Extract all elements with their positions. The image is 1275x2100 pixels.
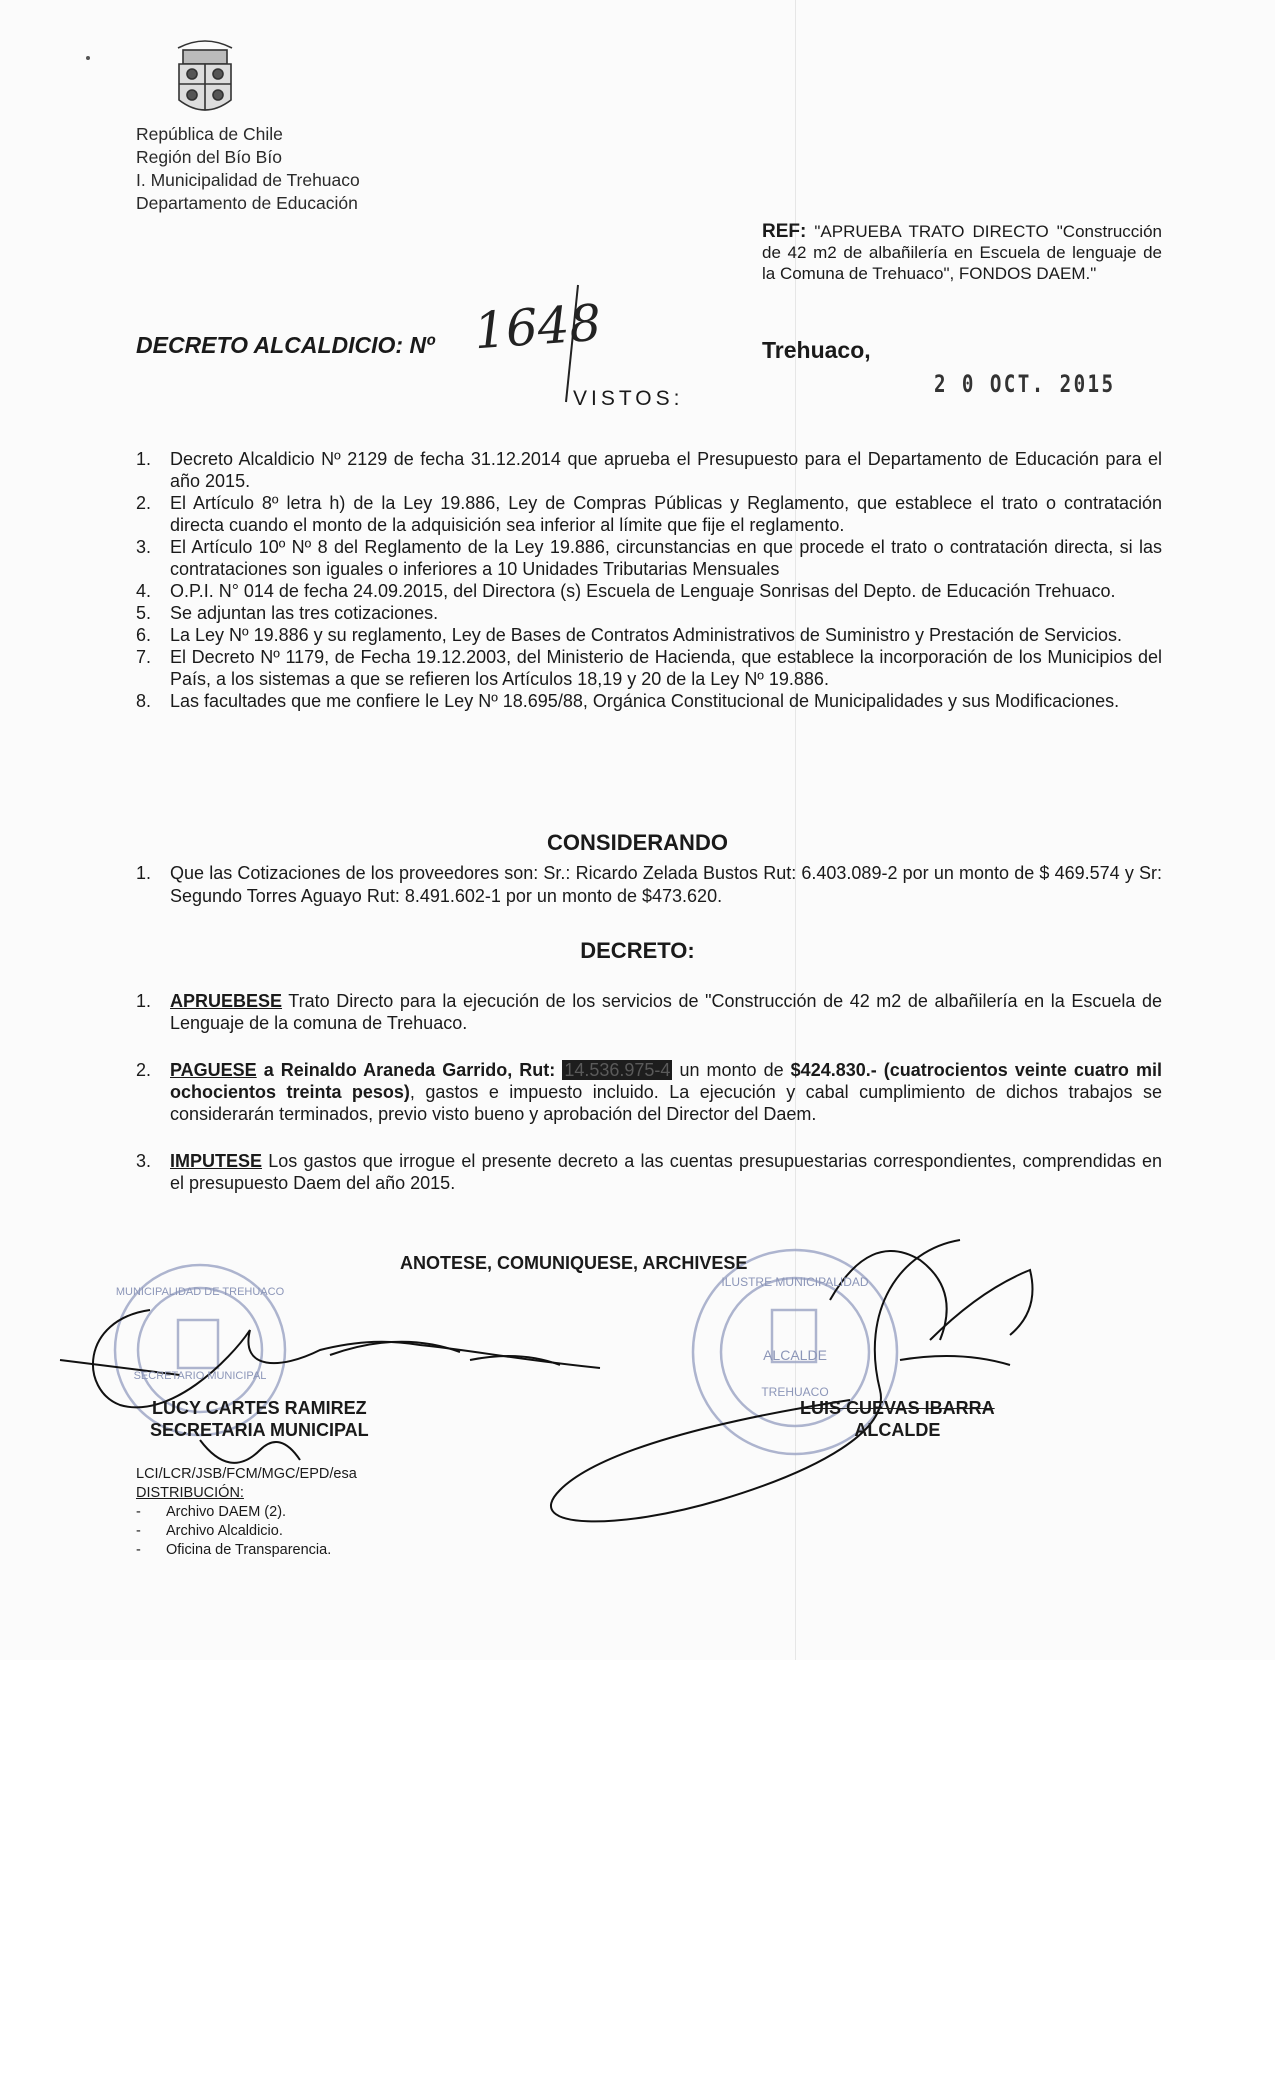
signatory-role: SECRETARIA MUNICIPAL — [150, 1420, 369, 1440]
city: Trehuaco, — [762, 337, 871, 363]
issuer-header — [136, 123, 360, 215]
vistos-list — [136, 448, 1162, 712]
decreto-heading: DECRETO: — [580, 938, 695, 963]
closing-formula: ANOTESE, COMUNIQUESE, ARCHIVESE — [400, 1253, 748, 1273]
signatory-name: LUCY CARTES RAMIREZ — [151, 1398, 367, 1418]
list-item: 6. La Ley Nº 19.886 y su reglamento, Ley de Bases de Contratos Administrativos de Suministro y Prestación de Servicios. — [136, 625, 1123, 645]
list-item: 7. El Decreto Nº 1179, de Fecha 19.12.2003, del Ministerio de Hacienda, que establece la incorporación de los Municipios del País, a los sistemas a que se refieren los Artículos 18,19 y 20 de la Ley Nº 19.886. — [136, 647, 1162, 689]
left-stamp-text: MUNICIPALIDAD DE TREHUACO SECRETARIO MUNICIPAL — [115, 1286, 285, 1382]
header-line: República de Chile — [136, 124, 283, 144]
signatory-secretary — [150, 1397, 369, 1441]
speck — [86, 56, 90, 60]
date-stamp: 2 0 OCT. 2015 — [934, 370, 1116, 398]
list-item: - Oficina de Transparencia. — [136, 1541, 357, 1560]
list-item: - Archivo Alcaldicio. — [136, 1522, 357, 1541]
list-item: 1. APRUEBESE Trato Directo para la ejecución de los servicios de "Construcción de 42 m2 de albañilería en la Escuela de Lenguaje de la comuna de Trehuaco. — [136, 991, 1162, 1033]
list-item: 2. El Artículo 8º letra h) de la Ley 19.886, Ley de Compras Públicas y Reglamento, que establece el trato o contratación directa cuando el monto de la adquisición sea inferior al límite que fije el reglamento. — [136, 493, 1162, 535]
signatory-name: LUIS CUEVAS IBARRA — [800, 1398, 995, 1418]
distribution-list — [136, 1503, 357, 1560]
distribution-title: DISTRIBUCIÓN: — [136, 1485, 244, 1501]
ref-text: "APRUEBA TRATO DIRECTO "Construcción de 42 m2 de albañilería en Escuela de lenguaje de la Comuna de Trehuaco", FONDOS DAEM." — [762, 222, 1162, 283]
redacted-rut: 14.536.975-4 — [564, 1060, 671, 1080]
signatory-mayor — [800, 1397, 995, 1441]
ref-label: REF: — [762, 221, 807, 242]
considerando-heading: CONSIDERANDO — [547, 830, 728, 855]
signatory-role: ALCALDE — [854, 1420, 941, 1440]
header-line: Departamento de Educación — [136, 193, 358, 213]
header-line: I. Municipalidad de Trehuaco — [136, 170, 360, 190]
list-item: 8. Las facultades que me confiere le Ley Nº 18.695/88, Orgánica Constitucional de Municipalidades y sus Modificaciones. — [136, 691, 1120, 711]
header-line: Región del Bío Bío — [136, 147, 282, 167]
list-item: 3. IMPUTESE Los gastos que irrogue el presente decreto a las cuentas presupuestarias correspondientes, comprendidas en el presupuesto Daem del año 2015. — [136, 1151, 1162, 1193]
decree-title: DECRETO ALCALDICIO: Nº — [136, 332, 435, 358]
decree-number-handwritten: 1648 — [472, 293, 604, 361]
reference-block — [762, 221, 1162, 284]
list-item: 5. Se adjuntan las tres cotizaciones. — [136, 603, 439, 623]
list-item: 1. Que las Cotizaciones de los proveedores son: Sr.: Ricardo Zelada Bustos Rut: 6.403.089-2 por un monto de $ 469.574 y Sr: Segundo Torres Aguayo Rut: 8.491.602-1 por un monto de $473.620. — [136, 863, 1162, 906]
list-item: 2. PAGUESE a Reinaldo Araneda Garrido, Rut: 14.536.975-4 un monto de $424.830.- (cuatrocientos veinte cuatro mil ochocientos treinta pesos), gastos e impuesto incluido. La ejecución y cabal cumplimiento de dichos trabajos se considerarán terminados, previo visto bueno y aprobación del Director del Daem. — [136, 1060, 1162, 1124]
crest-icon — [178, 41, 232, 110]
initials-and-distribution — [136, 1465, 357, 1560]
initials: LCI/LCR/JSB/FCM/MGC/EPD/esa — [136, 1466, 357, 1482]
considerando-list — [136, 862, 1162, 908]
list-item: 4. O.P.I. N° 014 de fecha 24.09.2015, del Directora (s) Escuela de Lenguaje Sonrisas del Depto. de Educación Trehuaco. — [136, 581, 1116, 601]
right-stamp-text: ILUSTRE MUNICIPALIDAD ALCALDE TREHUACO — [721, 1275, 869, 1399]
list-item: 1. Decreto Alcaldicio Nº 2129 de fecha 31.12.2014 que aprueba el Presupuesto para el Departamento de Educación para el año 2015. — [136, 449, 1162, 491]
vistos-heading: VISTOS: — [573, 387, 684, 410]
decreto-list — [136, 990, 1162, 1219]
list-item: - Archivo DAEM (2). — [136, 1503, 357, 1522]
list-item: 3. El Artículo 10º Nº 8 del Reglamento de la Ley 19.886, circunstancias en que procede el trato o contratación directa, si las contrataciones son iguales o inferiores a 10 Unidades Tributarias Mensuales — [136, 537, 1162, 579]
